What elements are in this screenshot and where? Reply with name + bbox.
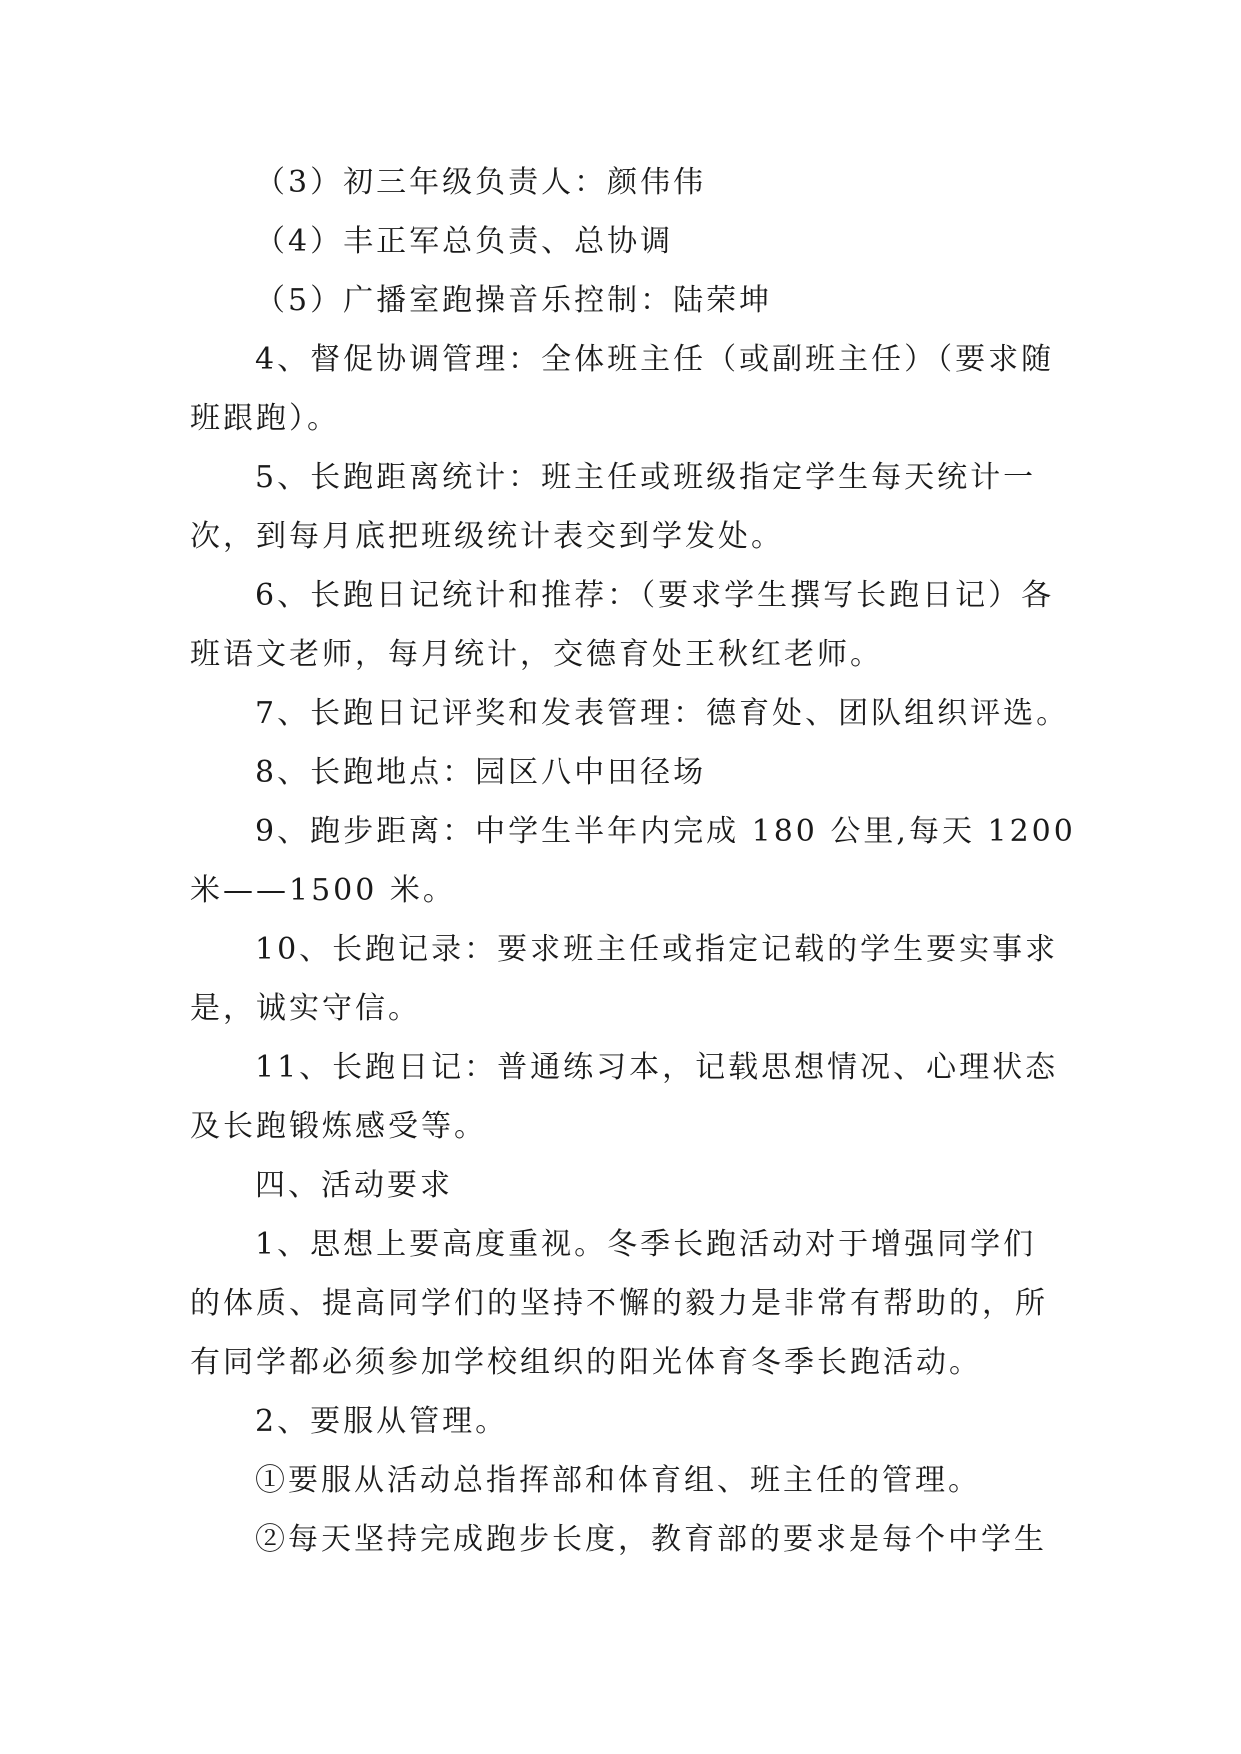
text-line-item11: 11、长跑日记：普通练习本，记载思想情况、心理状态 (255, 1050, 1059, 1085)
text-line-req1-cont1: 的体质、提高同学们的坚持不懈的毅力是非常有帮助的，所 (190, 1286, 1048, 1321)
text-line-req1-cont2: 有同学都必须参加学校组织的阳光体育冬季长跑活动。 (190, 1345, 982, 1380)
text-line-item4-cont: 班跟跑）。 (190, 401, 340, 436)
text-line-item5-cont: 次，到每月底把班级统计表交到学发处。 (190, 519, 784, 554)
text-line-item10: 10、长跑记录：要求班主任或指定记载的学生要实事求 (255, 932, 1059, 967)
text-line-req2: 2、要服从管理。 (255, 1404, 509, 1439)
text-line-item6-cont: 班语文老师，每月统计，交德育处王秋红老师。 (190, 637, 883, 672)
text-line-req1: 1、思想上要高度重视。冬季长跑活动对于增强同学们 (255, 1227, 1037, 1262)
text-line-overall-lead: （4）丰正军总负责、总协调 (255, 224, 674, 259)
text-line-item4: 4、督促协调管理：全体班主任（或副班主任）（要求随 (255, 342, 1055, 377)
text-line-req2-sub1: ①要服从活动总指挥部和体育组、班主任的管理。 (255, 1463, 981, 1498)
text-line-grade3-lead: （3）初三年级负责人：颜伟伟 (255, 165, 707, 200)
text-line-item6: 6、长跑日记统计和推荐：（要求学生撰写长跑日记）各 (255, 578, 1055, 613)
text-line-item11-cont: 及长跑锻炼感受等。 (190, 1109, 487, 1144)
text-line-req2-sub2: ②每天坚持完成跑步长度，教育部的要求是每个中学生 (255, 1522, 1047, 1557)
text-line-item7: 7、长跑日记评奖和发表管理：德育处、团队组织评选。 (255, 696, 1070, 731)
text-line-item10-cont: 是，诚实守信。 (190, 991, 421, 1026)
text-line-item5: 5、长跑距离统计：班主任或班级指定学生每天统计一 (255, 460, 1037, 495)
text-line-item9: 9、跑步距离：中学生半年内完成 180 公里,每天 1200 (255, 814, 1076, 849)
text-line-item9-cont: 米——1500 米。 (190, 873, 456, 908)
text-line-broadcast-music: （5）广播室跑操音乐控制：陆荣坤 (255, 283, 773, 318)
section-heading-requirements: 四、活动要求 (255, 1168, 453, 1203)
text-line-item8: 8、长跑地点：园区八中田径场 (255, 755, 707, 790)
